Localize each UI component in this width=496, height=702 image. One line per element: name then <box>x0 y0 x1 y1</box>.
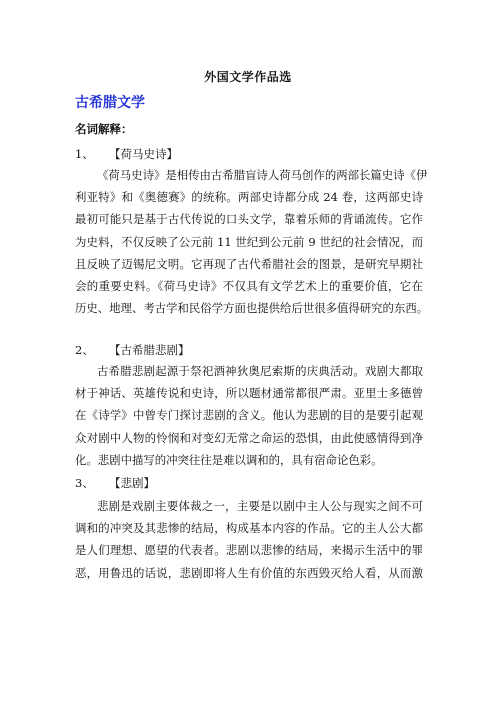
entry-number: 3、 <box>75 476 94 490</box>
entry-number: 1、 <box>75 147 94 161</box>
entry-term: 【古希腊悲剧】 <box>109 343 190 357</box>
paragraph-line: 历史、地理、考古学和民俗学方面也提供给后世很多值得研究的东西。 <box>75 301 429 316</box>
entry-term: 【悲剧】 <box>109 476 155 490</box>
paragraph-line: 最初可能只是基于古代传说的口头文学，靠着乐师的背诵流传。它作 <box>75 212 423 227</box>
paragraph-line: 众对剧中人物的怜悯和对变幻无常之命运的恐惧，由此使感情得到净 <box>75 430 423 445</box>
paragraph-line: 悲剧是戏剧主要体裁之一，主要是以剧中主人公与现实之间不可 <box>97 499 423 513</box>
paragraph-line: 且反映了迈锡尼文明。它再现了古代希腊社会的图景，是研究早期社 <box>75 256 423 271</box>
paragraph-line: 化。悲剧中描写的冲突往往是难以调和的，具有宿命论色彩。 <box>75 452 383 467</box>
paragraph-line: 调和的冲突及其悲惨的结局，构成基本内容的作品。它的主人公大都 <box>75 521 423 536</box>
entry-heading <box>75 146 178 162</box>
entry-body <box>75 360 423 471</box>
paragraph-line: 在《诗学》中曾专门探讨悲剧的含义。他认为悲剧的目的是要引起观 <box>75 408 423 423</box>
paragraph-line: 《荷马史诗》是相传由古希腊盲诗人荷马创作的两部长篇史诗《伊 <box>97 168 428 182</box>
entry-term: 【荷马史诗】 <box>109 147 178 161</box>
paragraph-line: 会的重要史料。《荷马史诗》不仅具有文学艺术上的重要价值，它在 <box>75 279 423 294</box>
paragraph-line: 为史料，不仅反映了公元前 11 世纪到公元前 9 世纪的社会情况，而 <box>75 234 423 249</box>
entry-number: 2、 <box>75 343 94 357</box>
entry-body <box>75 164 429 319</box>
paragraph-line: 材于神话、英雄传说和史诗，所以题材通常都很严肃。亚里士多德曾 <box>75 386 423 401</box>
document-title: 外国文学作品选 <box>204 70 292 84</box>
entry-heading <box>75 342 190 358</box>
glossary-label: 名词解释： <box>75 122 133 136</box>
entry-body <box>75 495 423 584</box>
entry-heading <box>75 475 155 491</box>
paragraph-line: 恶，用鲁迅的话说，悲剧即将人生有价值的东西毁灭给人看，从而激 <box>75 565 423 580</box>
section-heading: 古希腊文学 <box>75 95 145 111</box>
paragraph-line: 是人们理想、愿望的代表者。悲剧以悲惨的结局，来揭示生活中的罪 <box>75 543 423 558</box>
paragraph-line: 利亚特》和《奥德赛》的统称。两部史诗都分成 24 卷，这两部史诗 <box>75 190 423 205</box>
paragraph-line: 古希腊悲剧起源于祭祀酒神狄奥尼索斯的庆典活动。戏剧大都取 <box>97 364 423 378</box>
